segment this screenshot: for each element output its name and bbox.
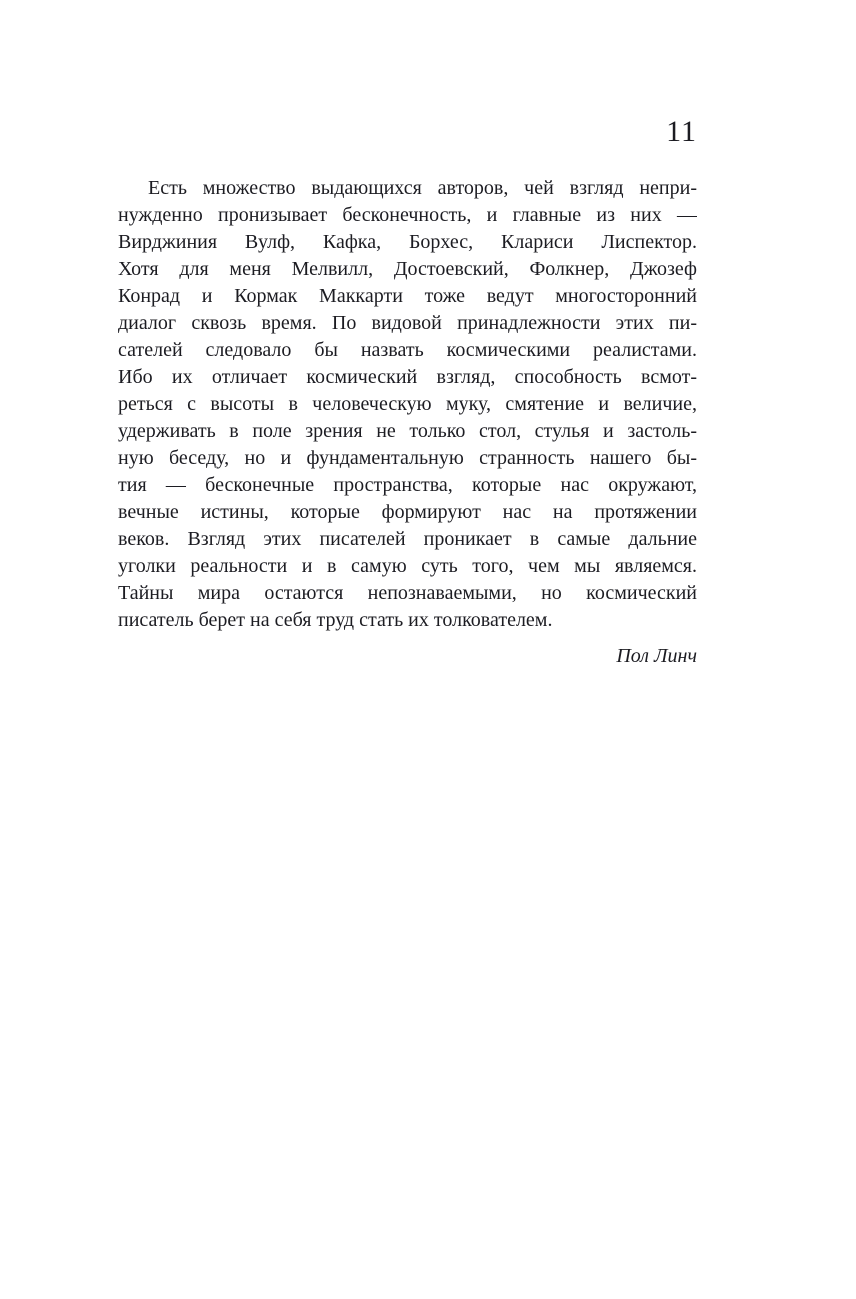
text-line: Вирджиния Вулф, Кафка, Борхес, Клариси Лиспектор. — [118, 231, 697, 253]
text-line: нужденно пронизывает бесконечность, и главные из них — — [118, 204, 697, 226]
page-number: 11 — [666, 115, 697, 148]
text-line: Есть множество выдающихся авторов, чей взгляд непри- — [148, 177, 697, 199]
text-line: писатель берет на себя труд стать их толкователем. — [118, 609, 553, 631]
text-line: веков. Взгляд этих писателей проникает в самые дальние — [118, 528, 697, 550]
author-attribution: Пол Линч — [616, 645, 697, 667]
text-line: диалог сквозь время. По видовой принадлежности этих пи- — [118, 312, 697, 334]
text-line: сателей следовало бы назвать космическими реалистами. — [118, 339, 697, 361]
text-line: Тайны мира остаются непознаваемыми, но космический — [118, 582, 697, 604]
text-line: Конрад и Кормак Маккарти тоже ведут многосторонний — [118, 285, 697, 307]
text-line: реться с высоты в человеческую муку, смятение и величие, — [118, 393, 697, 415]
body-text — [118, 175, 697, 670]
text-line: ную беседу, но и фундаментальную странность нашего бы- — [118, 447, 697, 469]
text-line: тия — бесконечные пространства, которые нас окружают, — [118, 474, 697, 496]
text-line: Хотя для меня Мелвилл, Достоевский, Фолкнер, Джозеф — [118, 258, 697, 280]
text-line: удерживать в поле зрения не только стол, стулья и застоль- — [118, 420, 697, 442]
text-line: вечные истины, которые формируют нас на протяжении — [118, 501, 697, 523]
text-line: Ибо их отличает космический взгляд, способность всмот- — [118, 366, 697, 388]
text-line: уголки реальности и в самую суть того, чем мы являемся. — [118, 555, 697, 577]
